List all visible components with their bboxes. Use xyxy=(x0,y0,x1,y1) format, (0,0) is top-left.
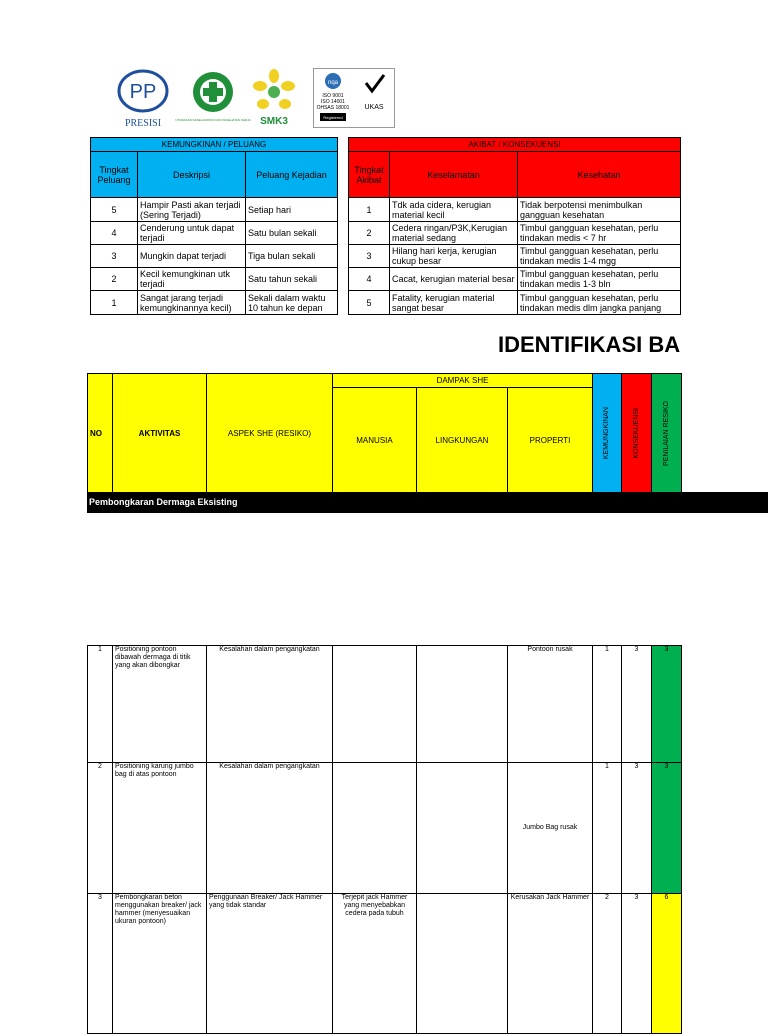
iso-line-3: OHSAS 18001 xyxy=(316,105,350,111)
col-dampak: DAMPAK SHE xyxy=(333,374,593,388)
likelihood-freq: Satu bulan sekali xyxy=(246,222,338,245)
consequence-health: Timbul gangguan kesehatan, perlu tindakan medis dlm jangka panjang xyxy=(518,291,681,315)
section-bar xyxy=(87,492,768,513)
likelihood-level: 5 xyxy=(91,198,138,222)
row-properti: Jumbo Bag rusak xyxy=(508,763,593,894)
consequence-health: Tidak berpotensi menimbulkan gangguan kesehatan xyxy=(518,198,681,222)
pp-logo-icon xyxy=(112,66,174,130)
section-title: Pembongkaran Dermaga Eksisting xyxy=(89,497,238,507)
consequence-level: 5 xyxy=(349,291,390,315)
row-aspek: Kesalahan dalam pengangkatan xyxy=(207,763,333,894)
risk-row xyxy=(88,646,682,763)
consequence-title: AKIBAT / KONSEKUENSI xyxy=(349,138,681,152)
consequence-safety: Fatality, kerugian material sangat besar xyxy=(390,291,518,315)
consequence-safety: Hilang hari kerja, kerugian cukup besar xyxy=(390,245,518,268)
row-aktivitas: Pembongkaran beton menggunakan breaker/ jack hammer (menyesuaikan ukuran pontoon) xyxy=(113,894,207,1034)
col-aktivitas: AKTIVITAS xyxy=(113,374,207,493)
consequence-safety: Cacat, kerugian material besar xyxy=(390,268,518,291)
likelihood-level: 1 xyxy=(91,291,138,315)
smk3-text: SMK3 xyxy=(260,116,288,127)
k3-caption: UTAMAKAN KESELAMATAN DAN KESEHATAN KERJA xyxy=(175,118,251,122)
consequence-col-safety: Keselamatan xyxy=(390,152,518,198)
row-aktivitas: Positioning karung jumbo bag di atas pontoon xyxy=(113,763,207,894)
col-konsekuensi xyxy=(622,374,652,493)
likelihood-level: 2 xyxy=(91,268,138,291)
likelihood-title: KEMUNGKINAN / PELUANG xyxy=(91,138,338,152)
risk-rows xyxy=(87,645,682,1034)
likelihood-desc: Cenderung untuk dapat terjadi xyxy=(138,222,246,245)
iso-line-1: ISO 9001 xyxy=(322,93,344,99)
logo-iso xyxy=(313,68,395,128)
col-penilaian xyxy=(652,374,682,493)
iso-line-4: Registered xyxy=(323,115,343,120)
iso-line-2: ISO 14001 xyxy=(321,99,345,105)
col-kemungkinan xyxy=(593,374,622,493)
likelihood-freq: Sekali dalam waktu 10 tahun ke depan xyxy=(246,291,338,315)
col-manusia: MANUSIA xyxy=(333,388,417,493)
consequence-health: Timbul gangguan kesehatan, perlu tindakan medis < 7 hr xyxy=(518,222,681,245)
row-manusia xyxy=(333,763,417,894)
pp-logo-text: PP xyxy=(129,81,157,103)
likelihood-table xyxy=(90,137,338,315)
row-manusia xyxy=(333,646,417,763)
row-properti: Pontoon rusak xyxy=(508,646,593,763)
likelihood-desc: Hampir Pasti akan terjadi (Sering Terjadi) xyxy=(138,198,246,222)
row-no: 3 xyxy=(88,894,113,1034)
likelihood-col-level: Tingkat Peluang xyxy=(91,152,138,198)
consequence-level: 1 xyxy=(349,198,390,222)
likelihood-col-desc: Deskripsi xyxy=(138,152,246,198)
consequence-health: Timbul gangguan kesehatan, perlu tindakan medis 1-3 bln xyxy=(518,268,681,291)
row-penilaian: 6 xyxy=(652,894,682,1034)
row-aspek: Penggunaan Breaker/ Jack Hammer yang tidak standar xyxy=(207,894,333,1034)
row-konsekuensi: 3 xyxy=(622,763,652,894)
logo-pp xyxy=(112,66,174,130)
row-penilaian: 3 xyxy=(652,763,682,894)
row-lingkungan xyxy=(417,894,508,1034)
likelihood-freq: Setiap hari xyxy=(246,198,338,222)
row-penilaian: 3 xyxy=(652,646,682,763)
consequence-col-health: Kesehatan xyxy=(518,152,681,198)
likelihood-desc: Sangat jarang terjadi kemungkinannya kecil) xyxy=(138,291,246,315)
likelihood-freq: Tiga bulan sekali xyxy=(246,245,338,268)
likelihood-level: 4 xyxy=(91,222,138,245)
iso-certificate-icon xyxy=(314,69,394,127)
row-kemungkinan: 2 xyxy=(593,894,622,1034)
row-aspek: Kesalahan dalam pengangkatan xyxy=(207,646,333,763)
ukas-text: UKAS xyxy=(364,104,384,111)
consequence-level: 2 xyxy=(349,222,390,245)
risk-row xyxy=(88,894,682,1034)
likelihood-desc: Kecil kemungkinan utk terjadi xyxy=(138,268,246,291)
consequence-safety: Tdk ada cidera, kerugian material kecil xyxy=(390,198,518,222)
row-konsekuensi: 3 xyxy=(622,894,652,1034)
row-no: 1 xyxy=(88,646,113,763)
row-no: 2 xyxy=(88,763,113,894)
logo-smk3 xyxy=(248,64,300,128)
col-properti: PROPERTI xyxy=(508,388,593,493)
iso-brand: nqa xyxy=(327,80,339,86)
row-lingkungan xyxy=(417,763,508,894)
row-konsekuensi: 3 xyxy=(622,646,652,763)
row-properti: Kerusakan Jack Hammer xyxy=(508,894,593,1034)
risk-table xyxy=(87,373,682,493)
pp-logo-caption: PRESISI xyxy=(124,118,162,129)
consequence-level: 3 xyxy=(349,245,390,268)
consequence-level: 4 xyxy=(349,268,390,291)
consequence-safety: Cedera ringan/P3K,Kerugian material sedang xyxy=(390,222,518,245)
row-kemungkinan: 1 xyxy=(593,763,622,894)
row-lingkungan xyxy=(417,646,508,763)
risk-row xyxy=(88,763,682,894)
col-penilaian-label: PENILAIAN RESIKO xyxy=(662,400,670,466)
logo-k3 xyxy=(175,68,251,128)
col-konsekuensi-label: KONSEKUENSI xyxy=(632,407,640,459)
k3-gear-icon xyxy=(175,68,251,128)
likelihood-col-freq: Peluang Kejadian xyxy=(246,152,338,198)
likelihood-level: 3 xyxy=(91,245,138,268)
likelihood-freq: Satu tahun sekali xyxy=(246,268,338,291)
consequence-health: Timbul gangguan kesehatan, perlu tindakan medis 1-4 mgg xyxy=(518,245,681,268)
smk3-logo-icon xyxy=(248,64,300,128)
row-manusia: Terjepit jack Hammer yang menyebabkan cedera pada tubuh xyxy=(333,894,417,1034)
row-aktivitas: Positioning pontoon dibawah dermaga di titik yang akan dibongkar xyxy=(113,646,207,763)
document-title: IDENTIFIKASI BA xyxy=(498,332,681,357)
col-kemungkinan-label: KEMUNGKINAN xyxy=(603,406,611,460)
consequence-table xyxy=(348,137,681,315)
row-kemungkinan: 1 xyxy=(593,646,622,763)
consequence-col-level: Tingkat Akibat xyxy=(349,152,390,198)
col-no: NO xyxy=(88,374,113,493)
col-aspek: ASPEK SHE (RESIKO) xyxy=(207,374,333,493)
col-lingkungan: LINGKUNGAN xyxy=(417,388,508,493)
likelihood-desc: Mungkin dapat terjadi xyxy=(138,245,246,268)
